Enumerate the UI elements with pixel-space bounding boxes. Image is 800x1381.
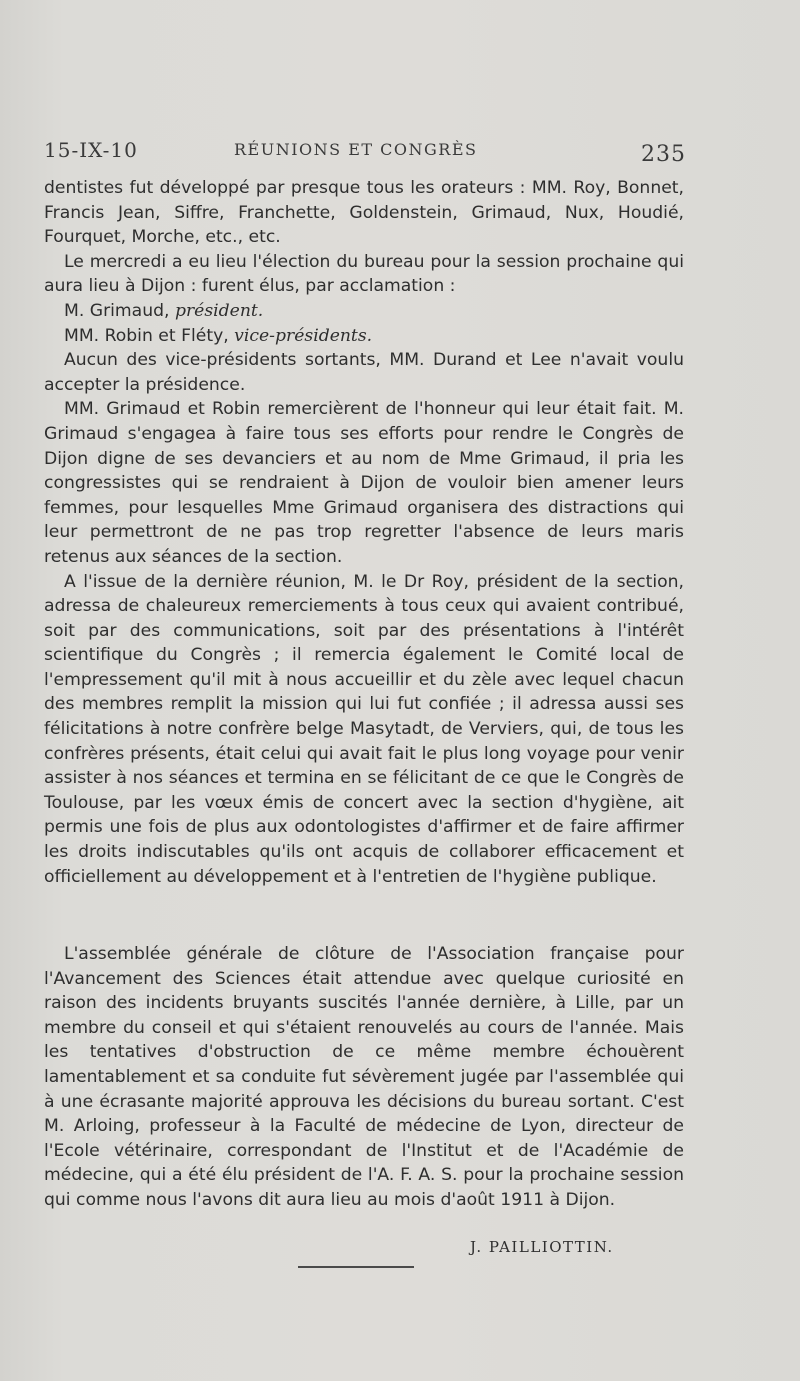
author-signature: J. PAILLIOTTIN. — [470, 1238, 614, 1256]
assembly-section — [44, 942, 684, 1213]
elected-president — [44, 299, 684, 324]
issue-date: 15-IX-10 — [44, 138, 138, 162]
paragraph-speakers: dentistes fut développé par presque tous les orateurs : MM. Roy, Bonnet, Francis Jean, Siffre, Franchette, Goldenstein, Grimaud, Nux, Houdié, Fourquet, Morche, etc., etc. — [44, 178, 684, 248]
vice-role: vice-présidents. — [234, 325, 373, 346]
paragraph-election: Le mercredi a eu lieu l'élection du bureau pour la session prochaine qui aura lieu à Dijon : furent élus, par acclamation : — [44, 251, 684, 297]
running-header — [44, 138, 686, 168]
paragraph-thanks: MM. Grimaud et Robin remercièrent de l'honneur qui leur était fait. M. Grimaud s'engagea à faire tous ses efforts pour rendre le Congrès de Dijon digne de ses devanciers et au nom de Mme Grimaud, il pria les congressistes qui se rendraient à Dijon de vouloir bien amener leurs femmes, pour lesquelles Mme Grimaud organisera des distractions qui leur permettront de ne pas trop regretter l'absence de leurs maris retenus aux séances de la section. — [44, 399, 684, 567]
president-role: président. — [174, 300, 264, 321]
elected-vice-presidents — [44, 324, 684, 349]
vice-names: MM. Robin et Fléty, — [64, 325, 229, 346]
paragraph-closing-remarks: A l'issue de la dernière réunion, M. le Dr Roy, président de la section, adressa de chaleureux remerciements à tous ceux qui avaient contribué, soit par des communications, soit par des présentations à l'intérêt scientifique du Congrès ; il remercia également le Comité local de l'empressement qu'il mit à nous accueillir et du zèle avec lequel chacun des membres remplit la mission qui lui fut confiée ; il adressa aussi ses félicitations à notre confrère belge Masytadt, de Verviers, qui, de tous les confrères présents, était celui qui avait fait le plus long voyage pour venir assister à nos séances et termina en se félicitant de ce que le Congrès de Toulouse, par les vœux émis de concert avec la section d'hygiène, ait permis une fois de plus aux odontologistes d'affirmer et de faire affirmer les droits indiscutables qu'ils ont acquis de collaborer efficacement et officiellement au développement et à l'entretien de l'hygiène publique. — [44, 571, 684, 887]
paragraph-assembly: L'assemblée générale de clôture de l'Association française pour l'Avancement des Sciences était attendue avec quelque curiosité en raison des incidents bruyants suscités l'année dernière, à Lille, par un membre du conseil et qui s'étaient renouvelés au cours de l'année. Mais les tentatives d'obstruction de ce même membre échouèrent lamentablement et sa conduite fut sévèrement jugée par l'assemblée qui à une écrasante majorité approuva les décisions du bureau sortant. C'est M. Arloing, professeur à la Faculté de médecine de Lyon, directeur de l'Ecole vétérinaire, correspondant de l'Institut et de l'Académie de médecine, qui a été élu président de l'A. F. A. S. pour la prochaine session qui comme nous l'avons dit aura lieu au mois d'août 1911 à Dijon. — [44, 944, 684, 1210]
main-text — [44, 176, 684, 889]
running-title: RÉUNIONS ET CONGRÈS — [234, 140, 478, 159]
page-number: 235 — [641, 142, 686, 167]
paragraph-outgoing: Aucun des vice-présidents sortants, MM. Durand et Lee n'avait voulu accepter la présidence. — [44, 350, 684, 395]
president-name: M. Grimaud, — [64, 300, 170, 321]
closing-rule — [298, 1266, 414, 1268]
